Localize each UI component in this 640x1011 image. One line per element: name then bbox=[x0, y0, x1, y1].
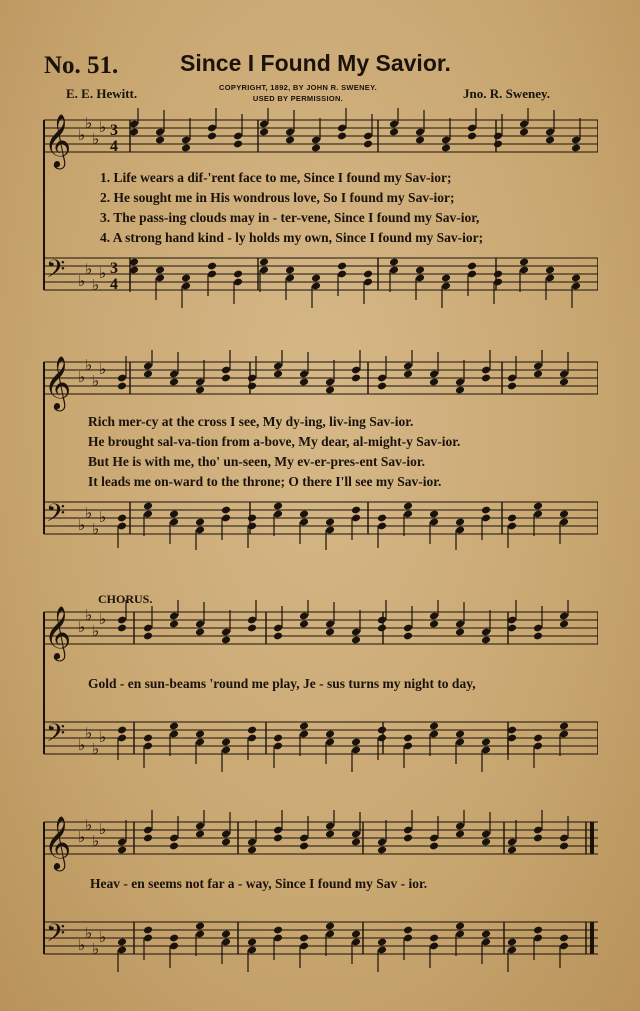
note-head bbox=[455, 518, 465, 527]
verse-line: 4. A strong hand kind - ly holds my own, Since I found my Sav-ior; bbox=[100, 230, 484, 245]
note-head bbox=[273, 502, 283, 511]
note-head bbox=[481, 838, 491, 847]
note-head bbox=[117, 514, 127, 523]
note-head bbox=[545, 266, 555, 275]
flat-icon: ♭ bbox=[92, 520, 100, 538]
note-head bbox=[429, 722, 439, 731]
note-head bbox=[377, 382, 387, 391]
bass-clef-icon: 𝄢 bbox=[46, 499, 66, 534]
note-head bbox=[493, 140, 503, 149]
verse-line: Rich mer-cy at the cross I see, My dy-ing, liv-ing Sav-ior. bbox=[88, 414, 414, 429]
note-head bbox=[273, 734, 283, 743]
note-head bbox=[247, 382, 257, 391]
flat-icon: ♭ bbox=[85, 924, 93, 942]
note-head bbox=[299, 510, 309, 519]
staff-notation bbox=[38, 350, 598, 550]
note-head bbox=[559, 620, 569, 629]
flat-icon: ♭ bbox=[85, 114, 93, 132]
flat-icon: ♭ bbox=[85, 260, 93, 278]
note-head bbox=[169, 620, 179, 629]
note-head bbox=[117, 846, 127, 855]
flat-icon: ♭ bbox=[78, 736, 86, 754]
note-head bbox=[117, 382, 127, 391]
treble-clef-icon: 𝄞 bbox=[44, 113, 72, 167]
note-head bbox=[533, 734, 543, 743]
flat-icon: ♭ bbox=[78, 368, 86, 386]
flat-icon: ♭ bbox=[92, 832, 100, 850]
note-head bbox=[519, 128, 529, 137]
note-head bbox=[351, 506, 361, 515]
flat-icon: ♭ bbox=[92, 622, 100, 640]
note-head bbox=[299, 934, 309, 943]
flat-icon: ♭ bbox=[78, 936, 86, 954]
note-head bbox=[169, 378, 179, 387]
note-head bbox=[429, 378, 439, 387]
note-head bbox=[429, 620, 439, 629]
note-head bbox=[195, 386, 205, 395]
treble-staff bbox=[44, 350, 598, 411]
flat-icon: ♭ bbox=[78, 618, 86, 636]
note-head bbox=[351, 636, 361, 645]
note-head bbox=[389, 258, 399, 267]
note-head bbox=[273, 834, 283, 843]
flat-icon: ♭ bbox=[92, 130, 100, 148]
flat-icon: ♭ bbox=[99, 508, 107, 526]
note-head bbox=[207, 262, 217, 271]
time-signature-top: 3 bbox=[110, 260, 118, 277]
final-barline bbox=[590, 822, 594, 854]
bass-staff bbox=[44, 255, 598, 308]
note-head bbox=[545, 136, 555, 145]
note-head bbox=[455, 628, 465, 637]
note-head bbox=[533, 926, 543, 935]
flat-icon: ♭ bbox=[85, 504, 93, 522]
treble-staff bbox=[44, 108, 598, 169]
note-head bbox=[181, 144, 191, 153]
note-head bbox=[351, 738, 361, 747]
note-head bbox=[337, 132, 347, 141]
note-head bbox=[377, 514, 387, 523]
note-head bbox=[311, 274, 321, 283]
note-head bbox=[403, 370, 413, 379]
flat-icon: ♭ bbox=[92, 740, 100, 758]
note-head bbox=[363, 140, 373, 149]
note-head bbox=[169, 722, 179, 731]
note-head bbox=[325, 386, 335, 395]
note-head bbox=[143, 734, 153, 743]
note-head bbox=[559, 934, 569, 943]
treble-staff bbox=[44, 600, 598, 661]
hymn-number: No. 51. bbox=[44, 52, 119, 79]
permission-line: USED BY PERMISSION. bbox=[252, 94, 344, 103]
treble-clef-icon: 𝄞 bbox=[44, 815, 72, 869]
note-head bbox=[259, 258, 269, 267]
note-head bbox=[351, 930, 361, 939]
note-head bbox=[155, 136, 165, 145]
note-head bbox=[285, 266, 295, 275]
note-head bbox=[247, 726, 257, 735]
note-head bbox=[455, 830, 465, 839]
verse-line: But He is with me, tho' un-seen, My ev-er-pres-ent Sav-ior. bbox=[88, 454, 425, 469]
staff-notation bbox=[38, 108, 598, 308]
note-head bbox=[233, 270, 243, 279]
note-head bbox=[247, 938, 257, 947]
note-head bbox=[507, 938, 517, 947]
chorus-line: Heav - en seems not far a - way, Since I found my Sav - ior. bbox=[90, 876, 428, 891]
note-head bbox=[389, 128, 399, 137]
note-head bbox=[195, 628, 205, 637]
note-head bbox=[559, 722, 569, 731]
flat-icon: ♭ bbox=[85, 816, 93, 834]
note-head bbox=[455, 922, 465, 931]
note-head bbox=[325, 628, 335, 637]
note-head bbox=[143, 370, 153, 379]
verse-line: 2. He sought me in His wondrous love, So I found my Sav-ior; bbox=[100, 190, 455, 205]
note-head bbox=[221, 930, 231, 939]
flat-icon: ♭ bbox=[92, 276, 100, 294]
chorus-line: Gold - en sun-beams 'round me play, Je - sus turns my night to day, bbox=[88, 676, 476, 691]
bass-clef-icon: 𝄢 bbox=[46, 719, 66, 754]
music-author: Jno. R. Sweney. bbox=[463, 86, 551, 101]
note-head bbox=[559, 378, 569, 387]
music-system-1 bbox=[38, 108, 598, 308]
note-head bbox=[325, 830, 335, 839]
note-head bbox=[455, 386, 465, 395]
note-head bbox=[559, 842, 569, 851]
note-head bbox=[311, 144, 321, 153]
note-head bbox=[441, 274, 451, 283]
note-head bbox=[403, 502, 413, 511]
note-head bbox=[429, 934, 439, 943]
final-barline bbox=[590, 922, 594, 954]
note-head bbox=[273, 370, 283, 379]
note-head bbox=[169, 510, 179, 519]
note-head bbox=[403, 834, 413, 843]
flat-icon: ♭ bbox=[85, 606, 93, 624]
bass-clef-icon: 𝄢 bbox=[46, 255, 66, 290]
time-signature-top: 3 bbox=[110, 122, 118, 139]
flat-icon: ♭ bbox=[99, 264, 107, 282]
bass-staff bbox=[44, 919, 598, 972]
flat-icon: ♭ bbox=[92, 940, 100, 958]
note-head bbox=[247, 624, 257, 633]
verse-line: He brought sal-va-tion from a-bove, My dear, al-might-y Sav-ior. bbox=[88, 434, 461, 449]
note-head bbox=[559, 510, 569, 519]
note-head bbox=[337, 262, 347, 271]
flat-icon: ♭ bbox=[78, 516, 86, 534]
flat-icon: ♭ bbox=[85, 356, 93, 374]
flat-icon: ♭ bbox=[78, 828, 86, 846]
note-head bbox=[155, 266, 165, 275]
note-head bbox=[533, 502, 543, 511]
bass-staff bbox=[44, 719, 598, 772]
note-head bbox=[493, 270, 503, 279]
note-head bbox=[533, 834, 543, 843]
note-head bbox=[117, 726, 127, 735]
note-head bbox=[169, 842, 179, 851]
note-head bbox=[221, 738, 231, 747]
note-head bbox=[325, 730, 335, 739]
note-head bbox=[377, 938, 387, 947]
note-head bbox=[481, 506, 491, 515]
note-head bbox=[429, 510, 439, 519]
note-head bbox=[481, 374, 491, 383]
time-signature-bottom: 4 bbox=[110, 138, 118, 155]
note-head bbox=[221, 506, 231, 515]
treble-staff bbox=[44, 810, 598, 871]
flat-icon: ♭ bbox=[99, 118, 107, 136]
note-head bbox=[143, 834, 153, 843]
note-head bbox=[143, 632, 153, 641]
note-head bbox=[507, 514, 517, 523]
time-signature-bottom: 4 bbox=[110, 276, 118, 293]
note-head bbox=[325, 518, 335, 527]
note-head bbox=[259, 128, 269, 137]
note-head bbox=[181, 274, 191, 283]
note-head bbox=[533, 632, 543, 641]
note-head bbox=[481, 636, 491, 645]
note-head bbox=[415, 136, 425, 145]
note-head bbox=[221, 636, 231, 645]
bass-clef-icon: 𝄢 bbox=[46, 919, 66, 954]
note-head bbox=[403, 632, 413, 641]
music-system-2 bbox=[38, 350, 598, 550]
note-head bbox=[247, 846, 257, 855]
note-head bbox=[195, 830, 205, 839]
treble-clef-icon: 𝄞 bbox=[44, 355, 72, 409]
note-head bbox=[207, 132, 217, 141]
note-head bbox=[169, 934, 179, 943]
note-head bbox=[117, 624, 127, 633]
flat-icon: ♭ bbox=[99, 820, 107, 838]
note-head bbox=[467, 132, 477, 141]
copyright-line: COPYRIGHT, 1892, BY JOHN R. SWENEY. bbox=[219, 83, 377, 92]
note-head bbox=[195, 922, 205, 931]
note-head bbox=[117, 938, 127, 947]
flat-icon: ♭ bbox=[99, 360, 107, 378]
flat-icon: ♭ bbox=[85, 724, 93, 742]
note-head bbox=[143, 926, 153, 935]
flat-icon: ♭ bbox=[78, 126, 86, 144]
note-head bbox=[519, 258, 529, 267]
note-head bbox=[221, 838, 231, 847]
music-system-4 bbox=[38, 810, 598, 990]
note-head bbox=[299, 722, 309, 731]
note-head bbox=[377, 624, 387, 633]
verse-line: It leads me on-ward to the throne; O there I'll see my Sav-ior. bbox=[88, 474, 442, 489]
flat-icon: ♭ bbox=[99, 728, 107, 746]
verse-line: 1. Life wears a dif-'rent face to me, Since I found my Sav-ior; bbox=[100, 170, 452, 185]
note-head bbox=[429, 842, 439, 851]
flat-icon: ♭ bbox=[78, 272, 86, 290]
note-head bbox=[351, 838, 361, 847]
note-head bbox=[351, 374, 361, 383]
note-head bbox=[325, 922, 335, 931]
note-head bbox=[403, 734, 413, 743]
note-head bbox=[571, 274, 581, 283]
note-head bbox=[415, 266, 425, 275]
note-head bbox=[455, 730, 465, 739]
staff-notation bbox=[38, 810, 598, 990]
note-head bbox=[507, 846, 517, 855]
note-head bbox=[299, 620, 309, 629]
note-head bbox=[273, 926, 283, 935]
note-head bbox=[143, 502, 153, 511]
copyright-notice bbox=[218, 82, 378, 104]
note-head bbox=[507, 382, 517, 391]
note-head bbox=[363, 270, 373, 279]
note-head bbox=[403, 926, 413, 935]
note-head bbox=[571, 144, 581, 153]
note-head bbox=[233, 140, 243, 149]
flat-icon: ♭ bbox=[99, 610, 107, 628]
words-author: E. E. Hewitt. bbox=[66, 86, 138, 101]
hymn-title: Since I Found My Savior. bbox=[180, 50, 451, 76]
note-head bbox=[299, 378, 309, 387]
note-head bbox=[285, 136, 295, 145]
note-head bbox=[377, 726, 387, 735]
note-head bbox=[273, 632, 283, 641]
note-head bbox=[481, 738, 491, 747]
note-head bbox=[247, 514, 257, 523]
note-head bbox=[481, 930, 491, 939]
note-head bbox=[299, 842, 309, 851]
chorus-label: CHORUS. bbox=[98, 592, 153, 606]
flat-icon: ♭ bbox=[92, 372, 100, 390]
note-head bbox=[195, 518, 205, 527]
note-head bbox=[441, 144, 451, 153]
note-head bbox=[467, 262, 477, 271]
note-head bbox=[221, 374, 231, 383]
flat-icon: ♭ bbox=[99, 928, 107, 946]
note-head bbox=[377, 846, 387, 855]
note-head bbox=[533, 370, 543, 379]
note-head bbox=[195, 730, 205, 739]
verse-line: 3. The pass-ing clouds may in - ter-vene, Since I found my Sav-ior, bbox=[100, 210, 480, 225]
treble-clef-icon: 𝄞 bbox=[44, 605, 72, 659]
bass-staff bbox=[44, 499, 598, 550]
